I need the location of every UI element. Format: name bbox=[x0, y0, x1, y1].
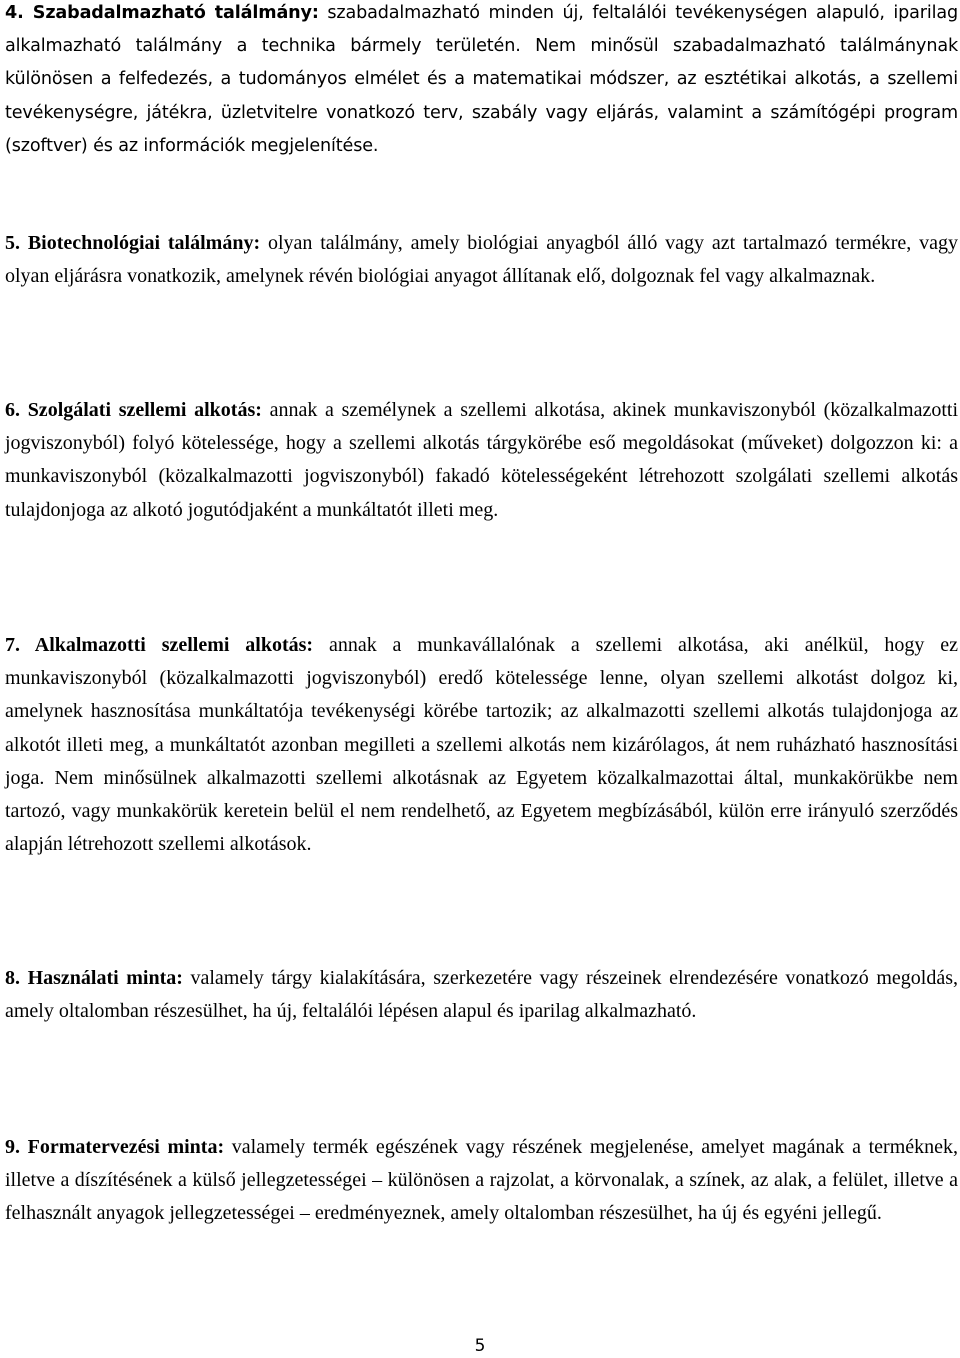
definition-term bbox=[5, 399, 262, 421]
definition-text: annak a személynek a szellemi alkotása, akinek munkaviszonyból (közalkalmazotti jogviszonyból) folyó kötelessége, hogy a szellemi alkotás tárgykörébe eső megoldásokat (műveket) dolgozzon ki: a munkaviszonyból (közalkalmazotti jogviszonyból) fakadó kötelességeként létrehozott szolgálati szellemi alkotás tulajdonjoga az alkotó jogutódjaként a munkáltatót illeti meg. bbox=[5, 399, 959, 521]
definition-text: annak a munkavállalónak a szellemi alkotása, aki anélkül, hogy ez munkaviszonyból (közalkalmazotti jogviszonyból) eredő kötelessége lenne, olyan szellemi alkotást dolgoz ki, amelynek hasznosítása munkáltatója tevékenységi körébe tartozik; az alkalmazotti szellemi alkotás tulajdonjoga az alkotót illeti meg, a munkáltatót azonban megilleti a szellemi alkotás nem kizárólagos, át nem ruházható hasznosítási joga. Nem minősülnek alkalmazotti szellemi alkotásnak az Egyetem közalkalmazottai által, munkakörükbe nem tartozó, vagy munkakörük keretein belül el nem rendelhető, az Egyetem megbízásából, külön erre irányuló szerződés alapján létrehozott szellemi alkotások. bbox=[5, 634, 959, 856]
definition-term-label: Alkalmazotti szellemi alkotás: bbox=[34, 634, 314, 656]
definition-term bbox=[5, 232, 260, 254]
definition-number: 7. bbox=[5, 634, 20, 656]
definition-text: szabadalmazható minden új, feltalálói tevékenységen alapuló, iparilag alkalmazható találmány a technika bármely területén. Nem minősül szabadalmazható találmánynak különösen a felfedezés, a tudományos elmélet és a matematikai módszer, az esztétikai alkotás, a szellemi tevékenységre, játékra, üzletvitelre vonatkozó terv, szabály vagy eljárás, valamint a számítógépi program (szoftver) és az információk megjelenítése. bbox=[5, 3, 958, 156]
definition-term-label: Biotechnológiai találmány: bbox=[27, 232, 261, 254]
page-number: 5 bbox=[474, 1336, 486, 1356]
definition-term bbox=[5, 634, 313, 656]
definition-number: 4. bbox=[5, 3, 24, 23]
definition-6 bbox=[5, 394, 958, 527]
definition-4 bbox=[5, 0, 958, 163]
definition-7 bbox=[5, 629, 958, 861]
definition-number: 5. bbox=[5, 232, 20, 254]
definition-9 bbox=[5, 1131, 958, 1231]
definition-text: valamely termék egészének vagy részének megjelenése, amelyet magának a terméknek, illetve a díszítésének a külső jellegzetességei – különösen a rajzolat, a körvonalak, a színek, az alak, a felület, illetve a felhasznált anyagok jellegzetességei – eredményeznek, amely oltalomban részesülhet, ha új és egyéni jellegű. bbox=[5, 1136, 959, 1225]
definition-5 bbox=[5, 227, 958, 293]
definition-text: olyan találmány, amely biológiai anyagból álló vagy azt tartalmazó termékre, vagy olyan eljárásra vonatkozik, amelynek révén biológiai anyagot állítanak elő, dolgoznak fel vagy alkalmaznak. bbox=[5, 232, 958, 288]
definition-number: 8. bbox=[5, 967, 20, 989]
definition-term bbox=[5, 1136, 224, 1158]
definition-term bbox=[5, 967, 183, 989]
definition-text: valamely tárgy kialakítására, szerkezetére vagy részeinek elrendezésére vonatkozó megoldás, amely oltalomban részesülhet, ha új, feltalálói lépésen alapul és iparilag alkalmazható. bbox=[5, 967, 958, 1023]
definition-number: 6. bbox=[5, 399, 20, 421]
definition-term bbox=[5, 3, 319, 23]
definition-term-label: Formatervezési minta: bbox=[27, 1136, 225, 1158]
definition-number: 9. bbox=[5, 1136, 20, 1158]
definition-8 bbox=[5, 962, 958, 1028]
definition-term-label: Használati minta: bbox=[27, 967, 183, 989]
definition-term-label: Szabadalmazható találmány: bbox=[32, 3, 319, 23]
definition-term-label: Szolgálati szellemi alkotás: bbox=[27, 399, 262, 421]
